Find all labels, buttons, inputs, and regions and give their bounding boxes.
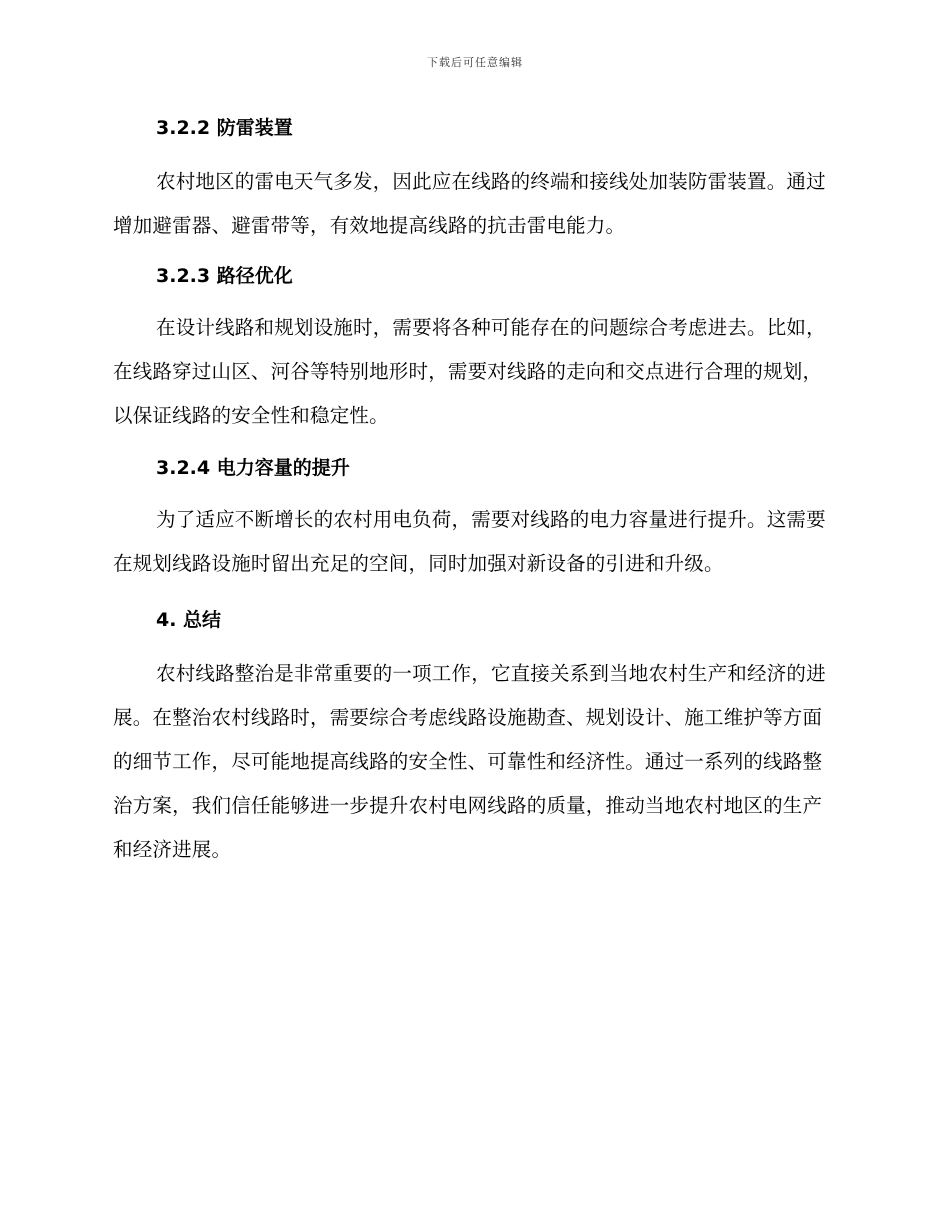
section-paragraph-capacity-upgrade: 为了适应不断增长的农村用电负荷，需要对线路的电力容量进行提升。这需要在规划线路设施时留出充足的空间，同时加强对新设备的引进和升级。 [113,508,826,575]
section-heading-summary: 4. 总结 [156,609,222,631]
document-body [113,110,833,872]
section-heading-lightning-protection: 3.2.2 防雷装置 [156,117,293,139]
section-paragraph-route-optimization: 在设计线路和规划设施时，需要将各种可能存在的问题综合考虑进去。比如，在线路穿过山区、河谷等特别地形时，需要对线路的走向和交点进行合理的规划，以保证线路的安全性和稳定性。 [113,316,826,427]
header-note: 下载后可任意编辑 [427,56,523,69]
section-paragraph-summary: 农村线路整治是非常重要的一项工作，它直接关系到当地农村生产和经济的进展。在整治农村线路时，需要综合考虑线路设施勘查、规划设计、施工维护等方面的细节工作，尽可能地提高线路的安全性、可靠性和经济性。通过一系列的线路整治方案，我们信任能够进一步提升农村电网线路的质量，推动当地农村地区的生产和经济进展。 [113,662,826,861]
section-heading-route-optimization: 3.2.3 路径优化 [156,265,293,287]
section-heading-capacity-upgrade: 3.2.4 电力容量的提升 [156,457,350,479]
section-paragraph-lightning-protection: 农村地区的雷电天气多发，因此应在线路的终端和接线处加装防雷装置。通过增加避雷器、避雷带等，有效地提高线路的抗击雷电能力。 [113,170,826,237]
